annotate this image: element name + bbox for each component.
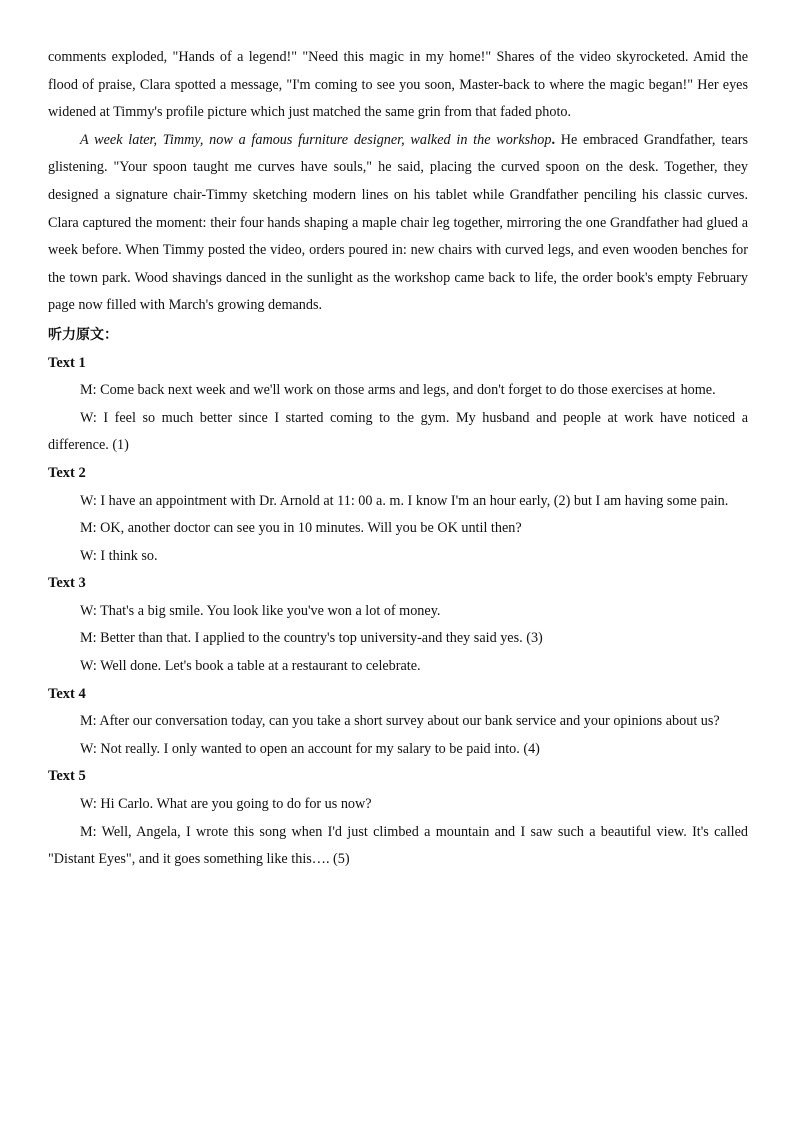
text-5-title: Text 5: [48, 768, 86, 785]
story-paragraph-2: [48, 127, 748, 320]
text-1-section: [48, 350, 748, 460]
text-4-title: Text 4: [48, 685, 86, 702]
dialogue-line: W: I have an appointment with Dr. Arnold at 11: 00 a. m. I know I'm an hour early, (2) but I am having some pain.: [80, 492, 729, 509]
dialogue-line: W: I feel so much better since I started coming to the gym. My husband and people at work have noticed a difference. (1): [48, 409, 748, 454]
text-3-section: [48, 570, 748, 680]
text-2-section: [48, 460, 748, 570]
dialogue-line: W: Hi Carlo. What are you going to do for us now?: [80, 796, 372, 813]
dialogue-line: M: Well, Angela, I wrote this song when I'd just climbed a mountain and I saw such a beautiful view. It's called "Distant Eyes", and it goes something like this…. (5): [48, 823, 748, 868]
dialogue-line: W: That's a big smile. You look like you've won a lot of money.: [80, 602, 441, 619]
dialogue-line: M: Come back next week and we'll work on those arms and legs, and don't forget to do those exercises at home.: [80, 382, 716, 399]
dialogue-line: W: Not really. I only wanted to open an account for my salary to be paid into. (4): [80, 740, 540, 757]
text-4-section: [48, 681, 748, 764]
story-italic-sentence: A week later, Timmy, now a famous furniture designer, walked in the workshop: [80, 131, 552, 148]
text-2-title: Text 2: [48, 464, 86, 481]
text-5-section: [48, 763, 748, 873]
dialogue-line: M: Better than that. I applied to the country's top university-and they said yes. (3): [80, 630, 543, 647]
text-3-title: Text 3: [48, 575, 86, 592]
text-1-title: Text 1: [48, 354, 86, 371]
story-paragraph-1: comments exploded, "Hands of a legend!" "Need this magic in my home!" Shares of the video skyrocketed. Amid the flood of praise, Clara spotted a message, "I'm coming to see you soon, Master-back to where the magic began!" Her eyes widened at Timmy's profile picture which just matched the same grin from that faded photo.: [48, 49, 748, 121]
story-period: .: [551, 131, 555, 148]
dialogue-line: W: Well done. Let's book a table at a restaurant to celebrate.: [80, 658, 421, 675]
dialogue-line: W: I think so.: [80, 547, 158, 564]
document-page: [48, 44, 748, 874]
dialogue-line: M: After our conversation today, can you take a short survey about our bank service and your opinions about us?: [80, 713, 720, 730]
story-paragraph-2-text: He embraced Grandfather, tears glistening. "Your spoon taught me curves have souls," he said, placing the curved spoon on the desk. Together, they designed a signature chair-Timmy sketching modern lines on his tablet while Grandfather penciling his classic curves. Clara captured the moment: their four hands shaping a maple chair leg together, mirroring the one Grandfather had glued a week before. When Timmy posted the video, orders poured in: new chairs with curved legs, and even wooden benches for the town park. Wood shavings danced in the sunlight as the workshop came back to life, the order book's empty February page now filled with March's growing demands.: [48, 131, 748, 314]
listening-script-heading: 听力原文：: [48, 326, 118, 343]
dialogue-line: M: OK, another doctor can see you in 10 minutes. Will you be OK until then?: [80, 520, 522, 537]
